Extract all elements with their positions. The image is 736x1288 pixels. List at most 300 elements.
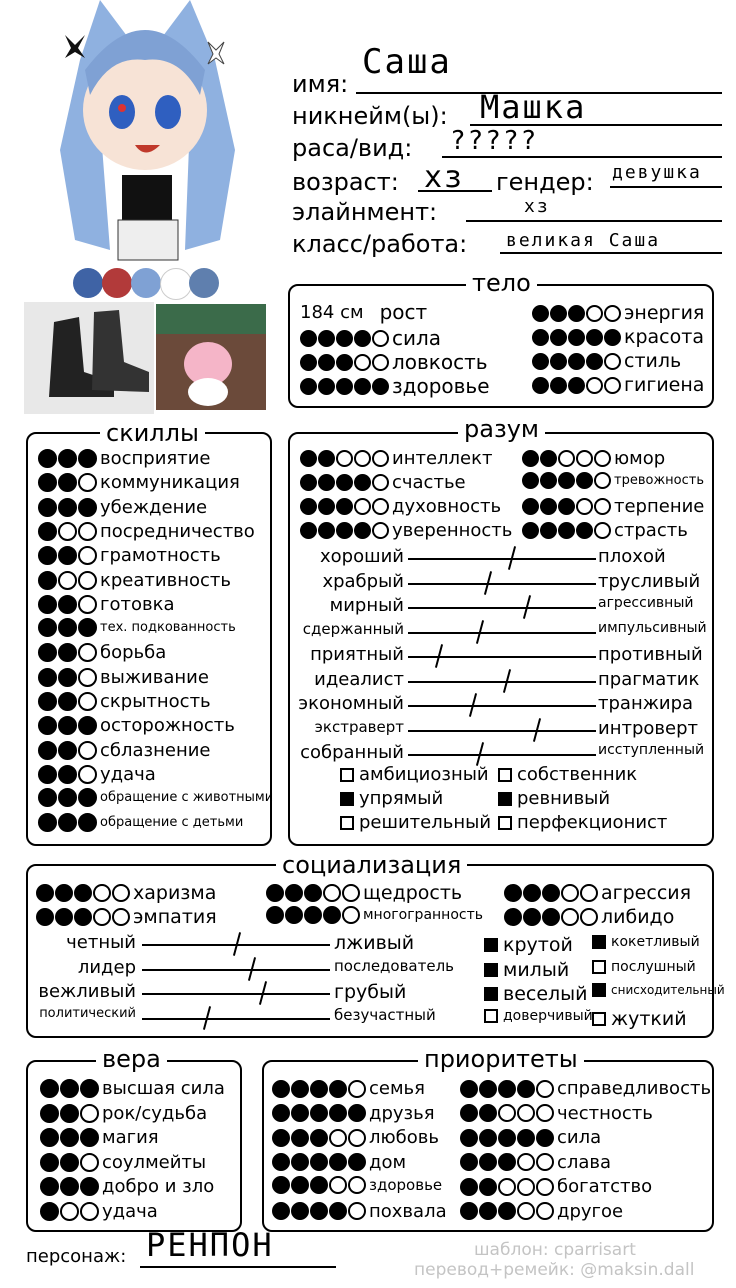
rating-dot[interactable] xyxy=(329,1202,347,1220)
rating-dot[interactable] xyxy=(58,473,77,492)
rating-dot[interactable] xyxy=(58,595,77,614)
rating-dot[interactable] xyxy=(78,498,97,517)
rating-dot[interactable] xyxy=(300,498,317,515)
rating-dot[interactable] xyxy=(594,522,611,539)
rating-dot[interactable] xyxy=(300,474,317,491)
rating-dot[interactable] xyxy=(479,1129,497,1147)
rating-dot[interactable] xyxy=(58,498,77,517)
rating-dot[interactable] xyxy=(272,1153,290,1171)
rating-dot[interactable] xyxy=(536,1178,554,1196)
rating-dot[interactable] xyxy=(38,473,57,492)
rating-dot[interactable] xyxy=(78,741,97,760)
rating-dot[interactable] xyxy=(58,765,77,784)
rating-dot[interactable] xyxy=(523,884,541,902)
rating-dot[interactable] xyxy=(342,884,360,902)
skill-item xyxy=(38,764,156,785)
rating-dot[interactable] xyxy=(532,329,549,346)
rating-dot[interactable] xyxy=(318,330,335,347)
rating-dot[interactable] xyxy=(586,377,603,394)
rating-dots xyxy=(460,1080,554,1098)
rating-dot[interactable] xyxy=(504,908,522,926)
rating-dot[interactable] xyxy=(78,546,97,565)
rating-dots xyxy=(38,643,97,662)
rating-dot[interactable] xyxy=(323,906,341,924)
checkbox-item[interactable] xyxy=(484,959,569,981)
rating-dot[interactable] xyxy=(586,305,603,322)
rating-dot[interactable] xyxy=(93,884,111,902)
rating-dot[interactable] xyxy=(40,1153,59,1172)
rating-dot[interactable] xyxy=(604,329,621,346)
scale-slider[interactable] xyxy=(408,656,596,658)
checkbox[interactable] xyxy=(340,816,354,830)
rating-dot[interactable] xyxy=(522,450,539,467)
checkbox-item[interactable] xyxy=(498,812,667,833)
rating-dot[interactable] xyxy=(272,1080,290,1098)
rating-dot[interactable] xyxy=(112,908,130,926)
scale-slider[interactable] xyxy=(408,681,596,683)
rating-dot[interactable] xyxy=(55,884,73,902)
rating-dot[interactable] xyxy=(80,1202,99,1221)
rating-dot[interactable] xyxy=(74,884,92,902)
rating-dot[interactable] xyxy=(78,522,97,541)
rating-dot[interactable] xyxy=(348,1104,366,1122)
rating-dot[interactable] xyxy=(561,884,579,902)
rating-dot[interactable] xyxy=(300,522,317,539)
rating-dot[interactable] xyxy=(460,1080,478,1098)
rating-dot[interactable] xyxy=(310,1176,328,1194)
rating-dot[interactable] xyxy=(58,522,77,541)
rating-dot[interactable] xyxy=(576,472,593,489)
rating-dot[interactable] xyxy=(38,716,57,735)
rating-dot[interactable] xyxy=(78,716,97,735)
rating-dot[interactable] xyxy=(594,450,611,467)
trait-label: либидо xyxy=(601,906,675,928)
rating-dot[interactable] xyxy=(318,498,335,515)
rating-dots xyxy=(38,741,97,760)
checkbox[interactable] xyxy=(498,816,512,830)
rating-dot[interactable] xyxy=(354,330,371,347)
rating-dot[interactable] xyxy=(540,522,557,539)
rating-dot[interactable] xyxy=(540,498,557,515)
rating-dot[interactable] xyxy=(354,522,371,539)
rating-dot[interactable] xyxy=(38,643,57,662)
rating-dot[interactable] xyxy=(372,474,389,491)
rating-dot[interactable] xyxy=(517,1080,535,1098)
checkbox-item[interactable] xyxy=(498,764,637,785)
rating-dot[interactable] xyxy=(517,1129,535,1147)
rating-dot[interactable] xyxy=(348,1176,366,1194)
trait-label: счастье xyxy=(392,472,466,493)
rating-dot[interactable] xyxy=(310,1202,328,1220)
rating-dot[interactable] xyxy=(372,498,389,515)
rating-dot[interactable] xyxy=(318,522,335,539)
trait-label: слава xyxy=(557,1151,612,1173)
rating-dot[interactable] xyxy=(266,906,284,924)
rating-dot[interactable] xyxy=(354,498,371,515)
rating-dot[interactable] xyxy=(38,571,57,590)
rating-dot[interactable] xyxy=(285,906,303,924)
body-trait xyxy=(300,350,488,374)
rating-dot[interactable] xyxy=(80,1079,99,1098)
checkbox[interactable] xyxy=(498,768,512,782)
scale-slider[interactable] xyxy=(142,993,330,995)
rating-dot[interactable] xyxy=(80,1177,99,1196)
rating-dot[interactable] xyxy=(58,741,77,760)
rating-dot[interactable] xyxy=(550,305,567,322)
rating-dot[interactable] xyxy=(479,1104,497,1122)
rating-dot[interactable] xyxy=(594,498,611,515)
rating-dot[interactable] xyxy=(342,906,360,924)
rating-dot[interactable] xyxy=(291,1129,309,1147)
rating-dot[interactable] xyxy=(517,1178,535,1196)
checkbox-item[interactable] xyxy=(340,764,489,785)
rating-dot[interactable] xyxy=(318,450,335,467)
rating-dot[interactable] xyxy=(291,1176,309,1194)
rating-dot[interactable] xyxy=(291,1153,309,1171)
rating-dot[interactable] xyxy=(78,571,97,590)
rating-dot[interactable] xyxy=(348,1202,366,1220)
rating-dots xyxy=(300,354,389,371)
rating-dot[interactable] xyxy=(272,1202,290,1220)
rating-dot[interactable] xyxy=(38,546,57,565)
rating-dot[interactable] xyxy=(38,741,57,760)
social-trait xyxy=(266,882,462,904)
rating-dot[interactable] xyxy=(504,884,522,902)
rating-dot[interactable] xyxy=(604,377,621,394)
rating-dot[interactable] xyxy=(479,1202,497,1220)
rating-dot[interactable] xyxy=(336,474,353,491)
rating-dot[interactable] xyxy=(60,1079,79,1098)
mind-trait xyxy=(522,520,688,541)
rating-dot[interactable] xyxy=(568,329,585,346)
rating-dot[interactable] xyxy=(498,1178,516,1196)
rating-dot[interactable] xyxy=(300,378,317,395)
rating-dot[interactable] xyxy=(522,522,539,539)
rating-dot[interactable] xyxy=(38,498,57,517)
height-value: 184 см xyxy=(300,301,364,323)
skill-item xyxy=(38,642,166,663)
rating-dot[interactable] xyxy=(60,1128,79,1147)
rating-dot[interactable] xyxy=(304,906,322,924)
rating-dot[interactable] xyxy=(60,1202,79,1221)
alignment-value: хз xyxy=(524,196,550,217)
rating-dot[interactable] xyxy=(532,305,549,322)
priorities-title: приоритеты xyxy=(418,1046,584,1072)
rating-dot[interactable] xyxy=(576,498,593,515)
checkbox[interactable] xyxy=(498,792,512,806)
rating-dot[interactable] xyxy=(78,668,97,687)
rating-dot[interactable] xyxy=(354,354,371,371)
rating-dot[interactable] xyxy=(58,643,77,662)
checkbox[interactable] xyxy=(484,938,498,952)
scale-slider[interactable] xyxy=(408,705,596,707)
rating-dot[interactable] xyxy=(580,884,598,902)
trait-label: стиль xyxy=(624,350,682,372)
rating-dot[interactable] xyxy=(38,668,57,687)
rating-dot[interactable] xyxy=(517,1104,535,1122)
rating-dot[interactable] xyxy=(498,1129,516,1147)
scale-slider[interactable] xyxy=(408,583,596,585)
rating-dot[interactable] xyxy=(540,472,557,489)
checkbox[interactable] xyxy=(484,963,498,977)
rating-dot[interactable] xyxy=(568,353,585,370)
rating-dot[interactable] xyxy=(38,765,57,784)
rating-dot[interactable] xyxy=(336,498,353,515)
scale-right-label: интроверт xyxy=(598,717,698,739)
rating-dot[interactable] xyxy=(561,908,579,926)
rating-dot[interactable] xyxy=(58,546,77,565)
rating-dot[interactable] xyxy=(336,522,353,539)
rating-dot[interactable] xyxy=(372,378,389,395)
checkbox[interactable] xyxy=(592,935,606,949)
checkbox-item[interactable] xyxy=(592,983,725,997)
rating-dot[interactable] xyxy=(372,330,389,347)
scale-slider[interactable] xyxy=(408,754,596,756)
rating-dot[interactable] xyxy=(460,1129,478,1147)
rating-dot[interactable] xyxy=(336,450,353,467)
rating-dot[interactable] xyxy=(272,1129,290,1147)
rating-dot[interactable] xyxy=(58,692,77,711)
rating-dot[interactable] xyxy=(304,884,322,902)
scale-slider[interactable] xyxy=(142,969,330,971)
rating-dots xyxy=(38,668,97,687)
rating-dot[interactable] xyxy=(291,1104,309,1122)
rating-dot[interactable] xyxy=(78,788,97,807)
rating-dot[interactable] xyxy=(38,449,57,468)
scale-left-label: лидер xyxy=(77,956,136,978)
rating-dot[interactable] xyxy=(498,1080,516,1098)
rating-dot[interactable] xyxy=(460,1104,478,1122)
checkbox-label: доверчивый xyxy=(503,1007,593,1024)
checkbox-item[interactable] xyxy=(498,788,610,809)
rating-dot[interactable] xyxy=(329,1176,347,1194)
rating-dot[interactable] xyxy=(78,595,97,614)
trait-label: юмор xyxy=(614,448,666,469)
rating-dot[interactable] xyxy=(354,474,371,491)
rating-dot[interactable] xyxy=(604,353,621,370)
rating-dot[interactable] xyxy=(58,449,77,468)
rating-dot[interactable] xyxy=(38,522,57,541)
rating-dot[interactable] xyxy=(38,692,57,711)
rating-dot[interactable] xyxy=(112,884,130,902)
rating-dots xyxy=(272,1176,366,1194)
rating-dot[interactable] xyxy=(460,1178,478,1196)
rating-dot[interactable] xyxy=(536,1153,554,1171)
rating-dot[interactable] xyxy=(550,377,567,394)
rating-dot[interactable] xyxy=(558,472,575,489)
checkbox-item[interactable] xyxy=(592,1008,687,1030)
rating-dot[interactable] xyxy=(479,1178,497,1196)
rating-dot[interactable] xyxy=(36,884,54,902)
skill-item xyxy=(38,715,235,736)
rating-dots xyxy=(38,765,97,784)
rating-dot[interactable] xyxy=(310,1153,328,1171)
rating-dot[interactable] xyxy=(348,1153,366,1171)
rating-dot[interactable] xyxy=(586,329,603,346)
checkbox-item[interactable] xyxy=(340,812,491,833)
checkbox-item[interactable] xyxy=(484,934,573,956)
rating-dot[interactable] xyxy=(558,450,575,467)
rating-dot[interactable] xyxy=(78,643,97,662)
rating-dot[interactable] xyxy=(532,377,549,394)
checkbox[interactable] xyxy=(340,768,354,782)
rating-dot[interactable] xyxy=(542,908,560,926)
rating-dot[interactable] xyxy=(40,1104,59,1123)
rating-dot[interactable] xyxy=(542,884,560,902)
rating-dot[interactable] xyxy=(329,1104,347,1122)
rating-dot[interactable] xyxy=(354,378,371,395)
rating-dot[interactable] xyxy=(498,1104,516,1122)
rating-dot[interactable] xyxy=(498,1202,516,1220)
rating-dot[interactable] xyxy=(372,522,389,539)
rating-dot[interactable] xyxy=(498,1153,516,1171)
rating-dot[interactable] xyxy=(58,668,77,687)
rating-dot[interactable] xyxy=(336,330,353,347)
rating-dot[interactable] xyxy=(348,1080,366,1098)
rating-dot[interactable] xyxy=(336,378,353,395)
rating-dot[interactable] xyxy=(568,377,585,394)
rating-dot[interactable] xyxy=(536,1129,554,1147)
rating-dot[interactable] xyxy=(594,472,611,489)
rating-dot[interactable] xyxy=(60,1153,79,1172)
rating-dot[interactable] xyxy=(266,884,284,902)
rating-dot[interactable] xyxy=(586,353,603,370)
rating-dot[interactable] xyxy=(38,595,57,614)
rating-dot[interactable] xyxy=(78,765,97,784)
rating-dot[interactable] xyxy=(300,450,317,467)
rating-dot[interactable] xyxy=(310,1129,328,1147)
rating-dot[interactable] xyxy=(517,1153,535,1171)
scale-slider[interactable] xyxy=(408,730,596,732)
checkbox-item[interactable] xyxy=(592,934,700,950)
rating-dot[interactable] xyxy=(272,1176,290,1194)
rating-dot[interactable] xyxy=(336,354,353,371)
rating-dot[interactable] xyxy=(460,1202,478,1220)
rating-dot[interactable] xyxy=(536,1202,554,1220)
rating-dot[interactable] xyxy=(40,1128,59,1147)
checkbox[interactable] xyxy=(592,1012,606,1026)
rating-dot[interactable] xyxy=(329,1153,347,1171)
rating-dot[interactable] xyxy=(372,450,389,467)
rating-dot[interactable] xyxy=(300,354,317,371)
checkbox-item[interactable] xyxy=(484,983,588,1005)
rating-dot[interactable] xyxy=(318,378,335,395)
rating-dot[interactable] xyxy=(604,305,621,322)
rating-dot[interactable] xyxy=(93,908,111,926)
rating-dot[interactable] xyxy=(74,908,92,926)
rating-dot[interactable] xyxy=(550,353,567,370)
rating-dot[interactable] xyxy=(318,474,335,491)
rating-dot[interactable] xyxy=(310,1104,328,1122)
rating-dot[interactable] xyxy=(479,1153,497,1171)
rating-dot[interactable] xyxy=(40,1177,59,1196)
scale-slider[interactable] xyxy=(408,558,596,560)
rating-dot[interactable] xyxy=(78,473,97,492)
rating-dot[interactable] xyxy=(310,1080,328,1098)
rating-dot[interactable] xyxy=(60,1177,79,1196)
rating-dot[interactable] xyxy=(580,908,598,926)
rating-dot[interactable] xyxy=(58,813,77,832)
rating-dot[interactable] xyxy=(80,1153,99,1172)
rating-dot[interactable] xyxy=(318,354,335,371)
rating-dot[interactable] xyxy=(372,354,389,371)
rating-dot[interactable] xyxy=(354,450,371,467)
rating-dot[interactable] xyxy=(78,449,97,468)
rating-dot[interactable] xyxy=(348,1129,366,1147)
rating-dot[interactable] xyxy=(80,1128,99,1147)
skill-item xyxy=(38,448,211,469)
rating-dot[interactable] xyxy=(78,692,97,711)
rating-dot[interactable] xyxy=(300,330,317,347)
rating-dot[interactable] xyxy=(522,498,539,515)
rating-dots xyxy=(38,595,97,614)
rating-dot[interactable] xyxy=(329,1129,347,1147)
rating-dot[interactable] xyxy=(40,1079,59,1098)
rating-dot[interactable] xyxy=(38,618,57,637)
skill-item xyxy=(38,472,240,493)
rating-dot[interactable] xyxy=(55,908,73,926)
rating-dot[interactable] xyxy=(78,813,97,832)
rating-dot[interactable] xyxy=(60,1104,79,1123)
checkbox[interactable] xyxy=(340,792,354,806)
rating-dot[interactable] xyxy=(568,305,585,322)
rating-dot[interactable] xyxy=(329,1080,347,1098)
rating-dot[interactable] xyxy=(536,1104,554,1122)
rating-dot[interactable] xyxy=(540,450,557,467)
rating-dot[interactable] xyxy=(38,788,57,807)
checkbox[interactable] xyxy=(484,1009,498,1023)
rating-dot[interactable] xyxy=(272,1104,290,1122)
checkbox-label: перфекционист xyxy=(517,812,668,833)
checkbox[interactable] xyxy=(592,983,606,997)
rating-dot[interactable] xyxy=(522,472,539,489)
rating-dot[interactable] xyxy=(532,353,549,370)
rating-dot[interactable] xyxy=(58,788,77,807)
rating-dot[interactable] xyxy=(36,908,54,926)
scale-slider[interactable] xyxy=(142,1018,330,1020)
rating-dots xyxy=(38,788,97,807)
checkbox[interactable] xyxy=(592,960,606,974)
rating-dot[interactable] xyxy=(550,329,567,346)
rating-dot[interactable] xyxy=(58,571,77,590)
checkbox-item[interactable] xyxy=(592,959,696,975)
rating-dot[interactable] xyxy=(291,1202,309,1220)
checkbox-item[interactable] xyxy=(340,788,443,809)
rating-dot[interactable] xyxy=(576,522,593,539)
rating-dot[interactable] xyxy=(523,908,541,926)
rating-dot[interactable] xyxy=(558,522,575,539)
rating-dot[interactable] xyxy=(323,884,341,902)
rating-dot[interactable] xyxy=(517,1202,535,1220)
scale-slider[interactable] xyxy=(408,607,596,609)
rating-dot[interactable] xyxy=(78,618,97,637)
rating-dot[interactable] xyxy=(291,1080,309,1098)
checkbox[interactable] xyxy=(484,987,498,1001)
rating-dot[interactable] xyxy=(479,1080,497,1098)
rating-dot[interactable] xyxy=(285,884,303,902)
rating-dot[interactable] xyxy=(38,813,57,832)
rating-dot[interactable] xyxy=(40,1202,59,1221)
scale-slider[interactable] xyxy=(408,632,596,634)
rating-dot[interactable] xyxy=(58,618,77,637)
rating-dot[interactable] xyxy=(536,1080,554,1098)
rating-dot[interactable] xyxy=(460,1153,478,1171)
rating-dot[interactable] xyxy=(558,498,575,515)
rating-dot[interactable] xyxy=(58,716,77,735)
checkbox-item[interactable] xyxy=(484,1008,593,1024)
rating-dot[interactable] xyxy=(80,1104,99,1123)
rating-dot[interactable] xyxy=(576,450,593,467)
